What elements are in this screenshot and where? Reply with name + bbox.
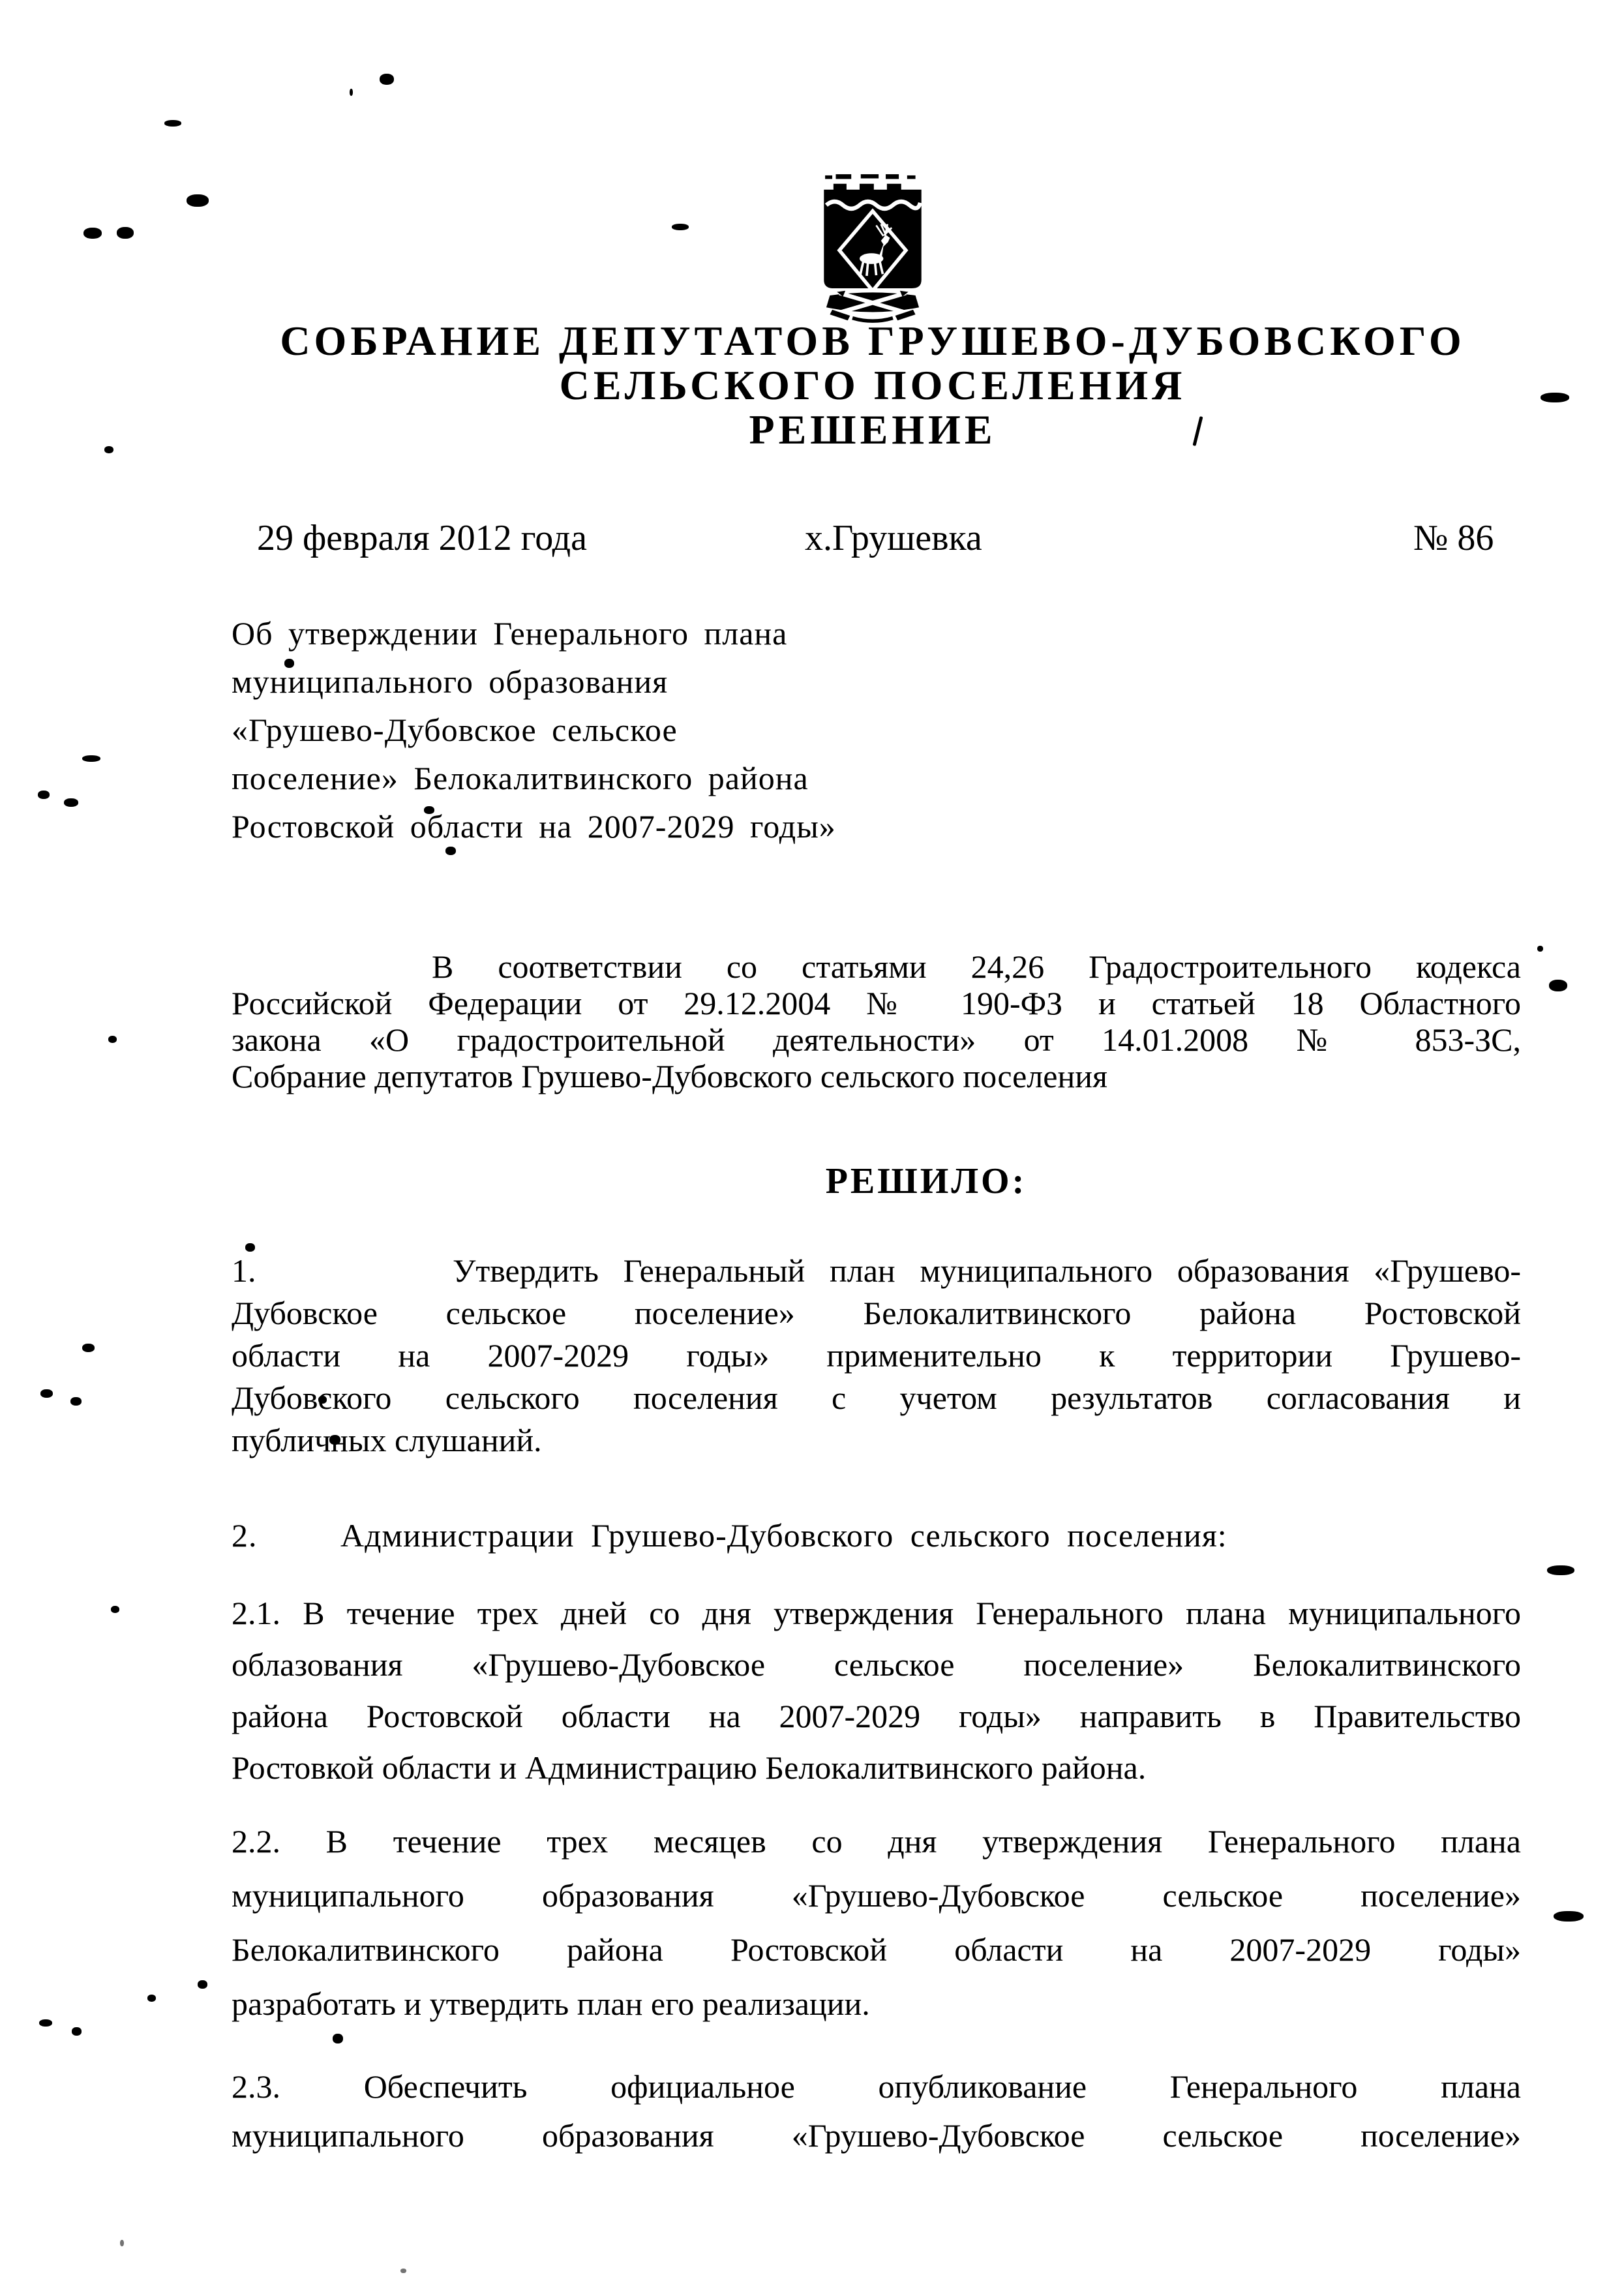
scan-speck <box>380 74 394 85</box>
preamble-line: закона «О градостроительной деятельности» от 14.01.2008 № 853-ЗС, <box>232 1021 1521 1058</box>
org-name-line-1: СОБРАНИЕ ДЕПУТАТОВ ГРУШЕВО-ДУБОВСКОГО <box>280 318 1466 364</box>
preamble-line: Российской Федерации от 29.12.2004 № 190-ФЗ и статьей 18 Областного <box>232 985 1521 1021</box>
coat-of-arms <box>819 170 926 327</box>
scan-speck <box>64 798 78 807</box>
item-1-line: 1. Утвердить Генеральный план муниципального образования «Грушево- <box>232 1252 1521 1289</box>
item-2-2-line: Белокалитвинского района Ростовской области на 2007-2029 годы» <box>232 1931 1521 1968</box>
document-place: х.Грушевка <box>805 518 982 558</box>
item-2-heading: 2. Администрации Грушево-Дубовского сельского поселения: <box>232 1517 1227 1554</box>
scan-speck <box>147 1995 156 2002</box>
item-2-2-line: 2.2. В течение трех месяцев со дня утверждения Генерального плана <box>232 1823 1521 1860</box>
item-1-paragraph <box>232 1250 1521 1462</box>
document-number: № 86 <box>1413 518 1494 558</box>
item-2-2-line: разработать и утвердить план его реализации. <box>232 1985 870 2022</box>
scan-speck <box>198 1980 207 1989</box>
item-1-line: Дубовское сельское поселение» Белокалитвинского района Ростовской <box>232 1295 1521 1331</box>
scan-speck <box>350 89 353 96</box>
scan-speck <box>40 1389 53 1398</box>
coat-of-arms-icon <box>819 170 926 327</box>
scan-speck <box>672 224 689 230</box>
scan-speck <box>83 228 102 239</box>
item-2-2-paragraph <box>232 1815 1521 2031</box>
scan-speck <box>104 446 113 453</box>
subject-block <box>232 609 1047 851</box>
scan-speck <box>72 2027 82 2036</box>
preamble-paragraph <box>232 948 1521 1094</box>
item-2-3-line: муниципального образования «Грушево-Дубовское сельское поселение» <box>232 2117 1521 2154</box>
item-2-1-paragraph <box>232 1588 1521 1794</box>
item-2-3-line: 2.3. Обеспечить официальное опубликование Генерального плана <box>232 2068 1521 2105</box>
document-type-title: РЕШЕНИЕ <box>749 406 997 453</box>
item-2-1-line: района Ростовской области на 2007-2029 годы» направить в Правительство <box>232 1698 1521 1734</box>
scan-speck <box>117 227 134 239</box>
item-2-1-line: 2.1. В течение трех дней со дня утверждения Генерального плана муниципального <box>232 1595 1521 1631</box>
resolution-heading: РЕШИЛО: <box>825 1161 1027 1201</box>
dateline-row <box>232 519 1520 565</box>
item-2-1-line: облазования «Грушево-Дубовское сельское поселение» Белокалитвинского <box>232 1646 1521 1683</box>
item-1-line: Дубовского сельского поселения с учетом результатов согласования и <box>232 1380 1521 1416</box>
subject-line: поселение» Белокалитвинского района <box>232 760 809 796</box>
item-1-line: публичных слушаний. <box>232 1422 542 1458</box>
scan-speck <box>82 1344 95 1352</box>
scan-speck <box>111 1606 119 1613</box>
subject-line: «Грушево-Дубовское сельское <box>232 712 678 748</box>
scan-speck <box>108 1036 117 1043</box>
subject-line: Об утверждении Генерального плана <box>232 615 788 652</box>
scan-speck <box>120 2240 124 2246</box>
scan-speck <box>1547 1565 1574 1575</box>
scan-speck <box>39 2019 52 2027</box>
scan-speck <box>70 1397 82 1406</box>
preamble-line: Собрание депутатов Грушево-Дубовского сельского поселения <box>232 1058 1107 1094</box>
item-2-3-paragraph <box>232 2062 1521 2160</box>
item-2-1-line: Ростовкой области и Администрацию Белокалитвинского района. <box>232 1749 1147 1786</box>
scan-speck <box>1554 1911 1584 1922</box>
subject-line: муниципального образования <box>232 663 669 700</box>
scan-speck <box>164 120 181 127</box>
scan-speck <box>400 2269 406 2273</box>
item-2-2-line: муниципального образования «Грушево-Дубовское сельское поселение» <box>232 1877 1521 1914</box>
org-name-line-2: СЕЛЬСКОГО ПОСЕЛЕНИЯ <box>559 362 1186 408</box>
scan-speck <box>333 2034 343 2043</box>
document-header <box>160 319 1586 452</box>
subject-line: Ростовской области на 2007-2029 годы» <box>232 808 836 845</box>
scan-speck <box>82 755 100 762</box>
preamble-line: В соответствии со статьями 24,26 Градостроительного кодекса <box>432 948 1521 985</box>
scan-speck <box>1537 946 1543 952</box>
scan-speck <box>1549 980 1567 991</box>
scan-speck <box>187 194 209 207</box>
item-1-line: области на 2007-2029 годы» применительно к территории Грушево- <box>232 1337 1521 1374</box>
scan-speck <box>38 791 50 799</box>
document-date: 29 февраля 2012 года <box>257 518 587 558</box>
